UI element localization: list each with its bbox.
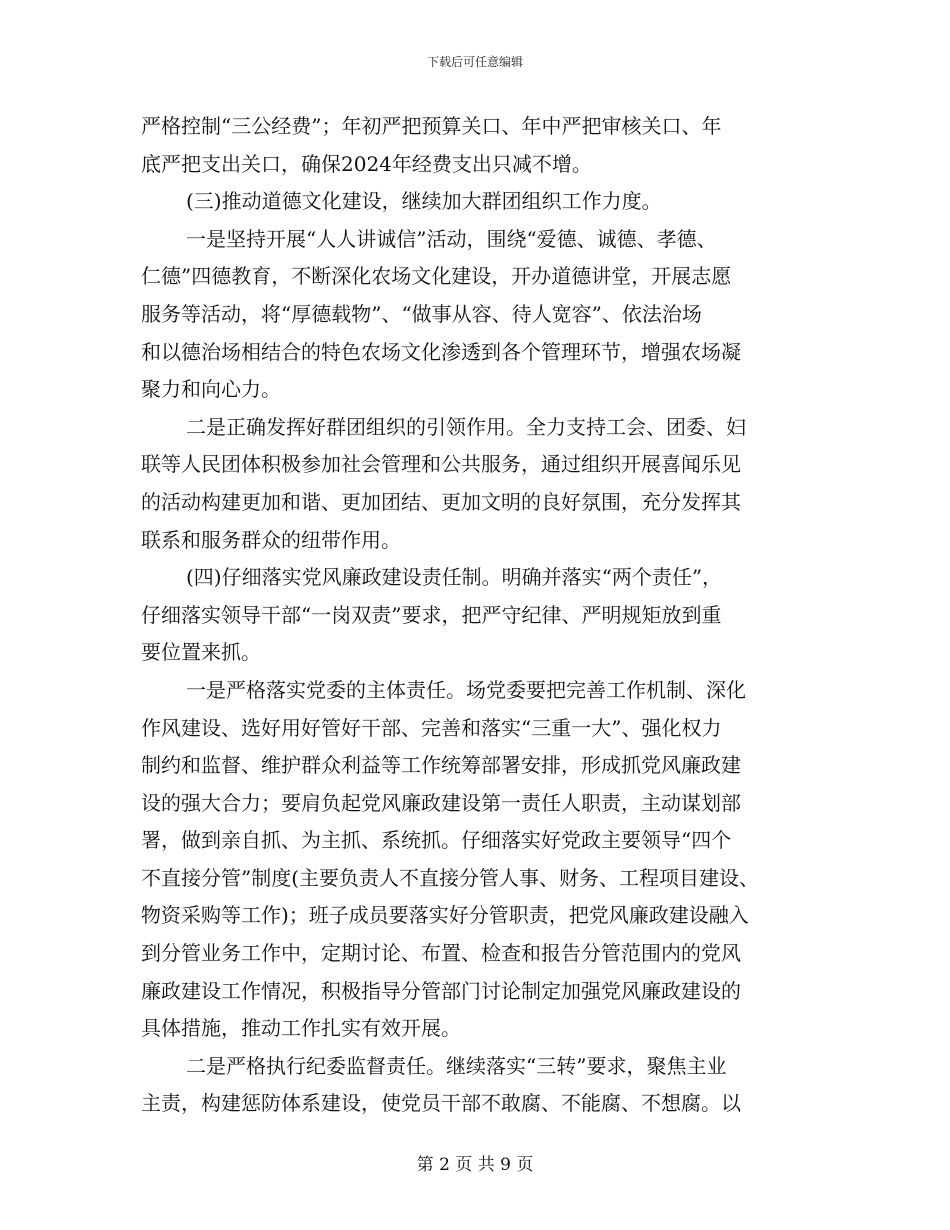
body-line: 二是正确发挥好群团组织的引领作用。全力支持工会、团委、妇 [186, 414, 746, 439]
body-line: 二是严格执行纪委监督责任。继续落实“三转”要求，聚焦主业 [186, 1053, 727, 1078]
body-line: 一是坚持开展“人人讲诚信”活动，围绕“爱德、诚德、孝德、 [186, 226, 717, 251]
body-line: 要位置来抓。 [141, 640, 261, 665]
page-header: 下载后可任意编辑 [426, 55, 523, 69]
body-line: 具体措施，推动工作扎实有效开展。 [141, 1016, 461, 1041]
body-line: 和以德治场相结合的特色农场文化渗透到各个管理环节，增强农场凝 [141, 339, 741, 364]
body-line: 严格控制“三公经费”；年初严把预算关口、年中严把审核关口、年 [141, 114, 722, 138]
body-line: 的活动构建更加和谐、更加团结、更加文明的良好氛围，充分发挥其 [141, 489, 741, 514]
body-line: 联系和服务群众的纽带作用。 [141, 527, 401, 552]
body-line: 底严把支出关口，确保2024年经费支出只减不增。 [141, 151, 592, 176]
page-number: 第 2 页 共 9 页 [416, 1155, 534, 1175]
body-line: 不直接分管”制度(主要负责人不直接分管人事、财务、工程项目建设、 [141, 865, 760, 890]
body-line: 作风建设、选好用好管好干部、完善和落实“三重一大”、强化权力 [141, 715, 722, 740]
body-line: 一是严格落实党委的主体责任。场党委要把完善工作机制、深化 [186, 677, 746, 702]
body-line: 联等人民团体积极参加社会管理和公共服务，通过组织开展喜闻乐见 [141, 452, 741, 477]
body-line: 服务等活动，将“厚德载物”、“做事从容、待人宽容”、依法治场 [141, 301, 702, 326]
body-line: 仔细落实领导干部“一岗双责”要求，把严守纪律、严明规矩放到重 [141, 602, 722, 627]
body-line: 到分管业务工作中，定期讨论、布置、检查和报告分管范围内的党风 [141, 941, 741, 966]
body-line: 主责，构建惩防体系建设，使党员干部不敢腐、不能腐、不想腐。以 [141, 1091, 741, 1116]
body-line: 署，做到亲自抓、为主抓、系统抓。仔细落实好党政主要领导“四个 [141, 828, 732, 853]
body-line: 仁德”四德教育，不断深化农场文化建设，开办道德讲堂，开展志愿 [141, 264, 732, 289]
body-line: 物资采购等工作)；班子成员要落实好分管职责，把党风廉政建设融入 [141, 903, 749, 928]
document-body [141, 108, 821, 1123]
body-line: 聚力和向心力。 [141, 377, 281, 402]
section-heading: (四)仔细落实党风廉政建设责任制。明确并落实“两个责任”， [186, 565, 723, 590]
body-line: 制约和监督、维护群众利益等工作统筹部署安排，形成抓党风廉政建 [141, 753, 741, 778]
body-line: 设的强大合力；要肩负起党风廉政建设第一责任人职责，主动谋划部 [141, 790, 741, 815]
section-heading: (三)推动道德文化建设，继续加大群团组织工作力度。 [186, 189, 662, 214]
body-line: 廉政建设工作情况，积极指导分管部门讨论制定加强党风廉政建设的 [141, 978, 741, 1003]
